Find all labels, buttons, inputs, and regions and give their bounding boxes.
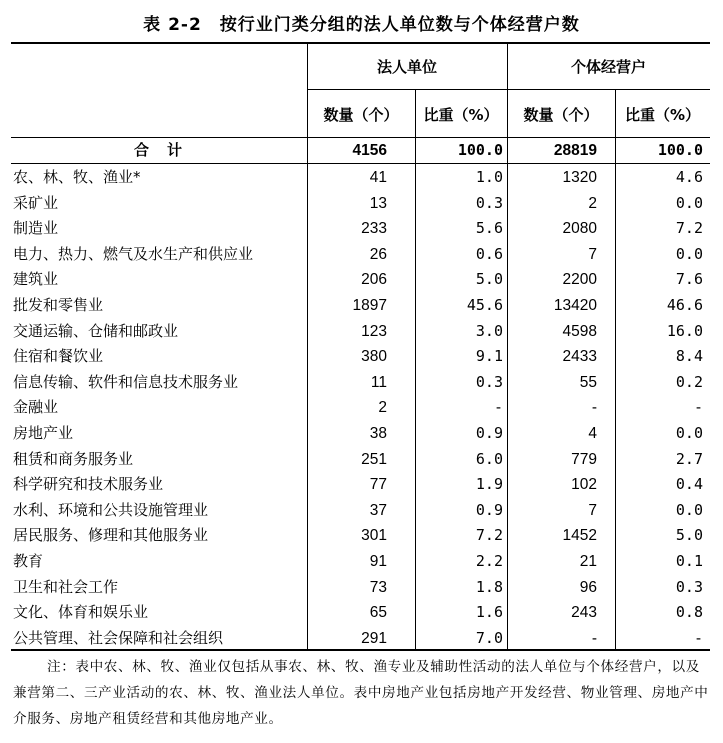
household-share: 0.3 — [675, 577, 703, 596]
legal-unit-share: 0.3 — [475, 372, 503, 391]
household-share: 0.8 — [675, 603, 703, 622]
table-row — [11, 575, 710, 601]
header-count-1: 数量（个） — [323, 106, 399, 124]
legal-unit-share: - — [493, 398, 503, 417]
industry-name: 房地产业 — [13, 424, 74, 442]
household-share: 0.1 — [675, 552, 703, 570]
legal-unit-count: 291 — [361, 629, 387, 647]
table-row — [11, 267, 710, 293]
legal-unit-count: 206 — [361, 271, 387, 289]
table-row — [11, 498, 710, 524]
footnote-text: 注：表中农、林、牧、渔业仅包括从事农、林、牧、渔专业及辅助性活动的法人单位与个体经营户，以及兼营第二、三产业活动的农、林、牧、渔业法人单位。表中房地产业包括房地产开发经营、物业管理、房地产中介服务、房地产租赁经营和其他房地产业。 — [13, 659, 709, 727]
industry-name: 制造业 — [13, 219, 59, 238]
household-share: - — [693, 398, 703, 417]
industry-name: 教育 — [13, 552, 44, 570]
legal-unit-count: 2 — [378, 399, 387, 417]
legal-unit-share: 1.9 — [475, 475, 503, 494]
household-share: - — [693, 628, 703, 647]
legal-unit-share: 3.0 — [475, 321, 503, 340]
total-label: 合计 — [133, 141, 200, 159]
total-row — [11, 138, 710, 164]
legal-unit-share: 45.6 — [466, 296, 503, 314]
table-row — [11, 600, 710, 626]
household-count: 7 — [588, 245, 597, 263]
industry-name: 电力、热力、燃气及水生产和供应业 — [13, 244, 254, 263]
legal-unit-count: 26 — [369, 245, 387, 263]
legal-unit-count: 73 — [369, 578, 387, 596]
table-row — [11, 191, 710, 217]
legal-unit-share: 1.0 — [475, 168, 503, 186]
legal-unit-count: 11 — [370, 373, 387, 391]
industry-name: 农、林、牧、渔业* — [13, 168, 141, 186]
household-share: 0.0 — [675, 424, 703, 442]
household-count: 55 — [579, 373, 597, 391]
legal-unit-count: 251 — [361, 450, 387, 468]
legal-unit-share: 1.8 — [475, 577, 503, 596]
household-share: 0.0 — [675, 193, 703, 212]
header-legal-units: 法人单位 — [376, 58, 437, 76]
table-row — [11, 319, 710, 345]
table-row — [11, 370, 710, 396]
legal-unit-count: 77 — [369, 476, 387, 494]
legal-unit-share: 0.3 — [475, 193, 503, 212]
household-count: 4598 — [562, 322, 597, 340]
legal-unit-count: 13 — [369, 194, 387, 212]
household-share: 0.4 — [675, 475, 703, 494]
table-row — [11, 344, 710, 370]
header-individual-households: 个体经营户 — [570, 58, 646, 76]
household-count: - — [591, 629, 597, 647]
legal-unit-count: 38 — [369, 425, 387, 442]
industry-name: 租赁和商务服务业 — [13, 449, 134, 468]
legal-unit-count: 380 — [361, 348, 387, 366]
household-share: 8.4 — [675, 347, 703, 366]
table-row — [11, 447, 710, 473]
legal-unit-share: 0.6 — [475, 244, 503, 263]
table-row — [11, 421, 710, 447]
household-count: 2433 — [562, 348, 597, 366]
table-footnote — [13, 654, 713, 732]
legal-unit-count: 37 — [369, 501, 387, 519]
table-title: 表 2-2 按行业门类分组的法人单位数与个体经营户数 — [143, 15, 580, 35]
legal-unit-count: 301 — [361, 527, 387, 545]
legal-unit-count: 91 — [369, 553, 387, 570]
total-household-share: 100.0 — [657, 141, 703, 159]
legal-unit-share: 0.9 — [475, 500, 503, 519]
header-mid-rule — [307, 89, 710, 90]
table-row — [11, 472, 710, 498]
total-legal-share: 100.0 — [457, 141, 503, 159]
header-count-2: 数量（个） — [523, 106, 599, 124]
top-rule — [11, 42, 710, 44]
table-row — [11, 395, 710, 421]
household-count: 13420 — [553, 297, 597, 314]
industry-name: 居民服务、修理和其他服务业 — [13, 526, 209, 545]
legal-unit-share: 5.0 — [475, 270, 503, 289]
household-count: 2200 — [562, 271, 597, 289]
industry-name: 住宿和餐饮业 — [13, 347, 104, 366]
legal-unit-count: 41 — [369, 169, 387, 186]
household-count: 243 — [571, 604, 597, 622]
household-count: 1452 — [562, 527, 597, 545]
table-row — [11, 242, 710, 268]
table-row — [11, 523, 710, 549]
legal-unit-share: 7.2 — [475, 526, 503, 545]
household-share: 16.0 — [666, 321, 703, 340]
household-count: 7 — [588, 501, 597, 519]
legal-unit-share: 5.6 — [475, 219, 503, 238]
household-share: 5.0 — [675, 526, 703, 545]
household-count: 21 — [579, 553, 597, 570]
household-share: 0.2 — [675, 372, 703, 391]
legal-unit-count: 1897 — [352, 297, 387, 314]
household-count: 2 — [588, 194, 597, 212]
household-share: 7.6 — [675, 270, 703, 289]
header-share-2: 比重（%） — [624, 106, 701, 124]
table-row — [11, 216, 710, 242]
table-row — [11, 626, 710, 652]
household-share: 0.0 — [675, 500, 703, 519]
industry-name: 金融业 — [13, 398, 59, 417]
legal-unit-share: 2.2 — [475, 552, 503, 570]
legal-unit-share: 9.1 — [475, 347, 503, 366]
total-legal-count: 4156 — [352, 142, 387, 159]
legal-unit-share: 0.9 — [475, 424, 503, 442]
table-row — [11, 293, 710, 319]
industry-name: 水利、环境和公共设施管理业 — [13, 500, 209, 519]
legal-unit-count: 65 — [369, 604, 387, 622]
table-row — [11, 549, 710, 575]
industry-name: 建筑业 — [13, 270, 59, 289]
industry-name: 交通运输、仓储和邮政业 — [13, 321, 179, 340]
household-count: 1320 — [562, 169, 597, 186]
total-household-count: 28819 — [553, 142, 597, 159]
legal-unit-count: 233 — [361, 220, 387, 238]
household-count: 779 — [571, 450, 597, 468]
legal-unit-count: 123 — [361, 322, 387, 340]
household-count: 96 — [579, 578, 597, 596]
header-share-1: 比重（%） — [423, 106, 499, 124]
household-share: 4.6 — [675, 168, 703, 186]
industry-name: 批发和零售业 — [13, 296, 104, 314]
industry-name: 卫生和社会工作 — [13, 577, 119, 596]
household-share: 7.2 — [675, 219, 703, 238]
industry-name: 信息传输、软件和信息技术服务业 — [13, 372, 239, 391]
legal-unit-share: 6.0 — [475, 449, 503, 468]
household-share: 46.6 — [666, 296, 703, 314]
legal-unit-share: 1.6 — [475, 603, 503, 622]
industry-name: 科学研究和技术服务业 — [13, 475, 164, 494]
household-share: 2.7 — [675, 449, 703, 468]
household-count: 4 — [588, 425, 597, 442]
household-share: 0.0 — [675, 244, 703, 263]
household-count: 2080 — [562, 220, 597, 238]
industry-name: 采矿业 — [13, 193, 59, 212]
industry-name: 文化、体育和娱乐业 — [13, 603, 149, 622]
household-count: 102 — [571, 476, 597, 494]
household-count: - — [591, 399, 597, 417]
legal-unit-share: 7.0 — [475, 628, 503, 647]
industry-name: 公共管理、社会保障和社会组织 — [13, 628, 224, 647]
table-row — [11, 165, 710, 191]
